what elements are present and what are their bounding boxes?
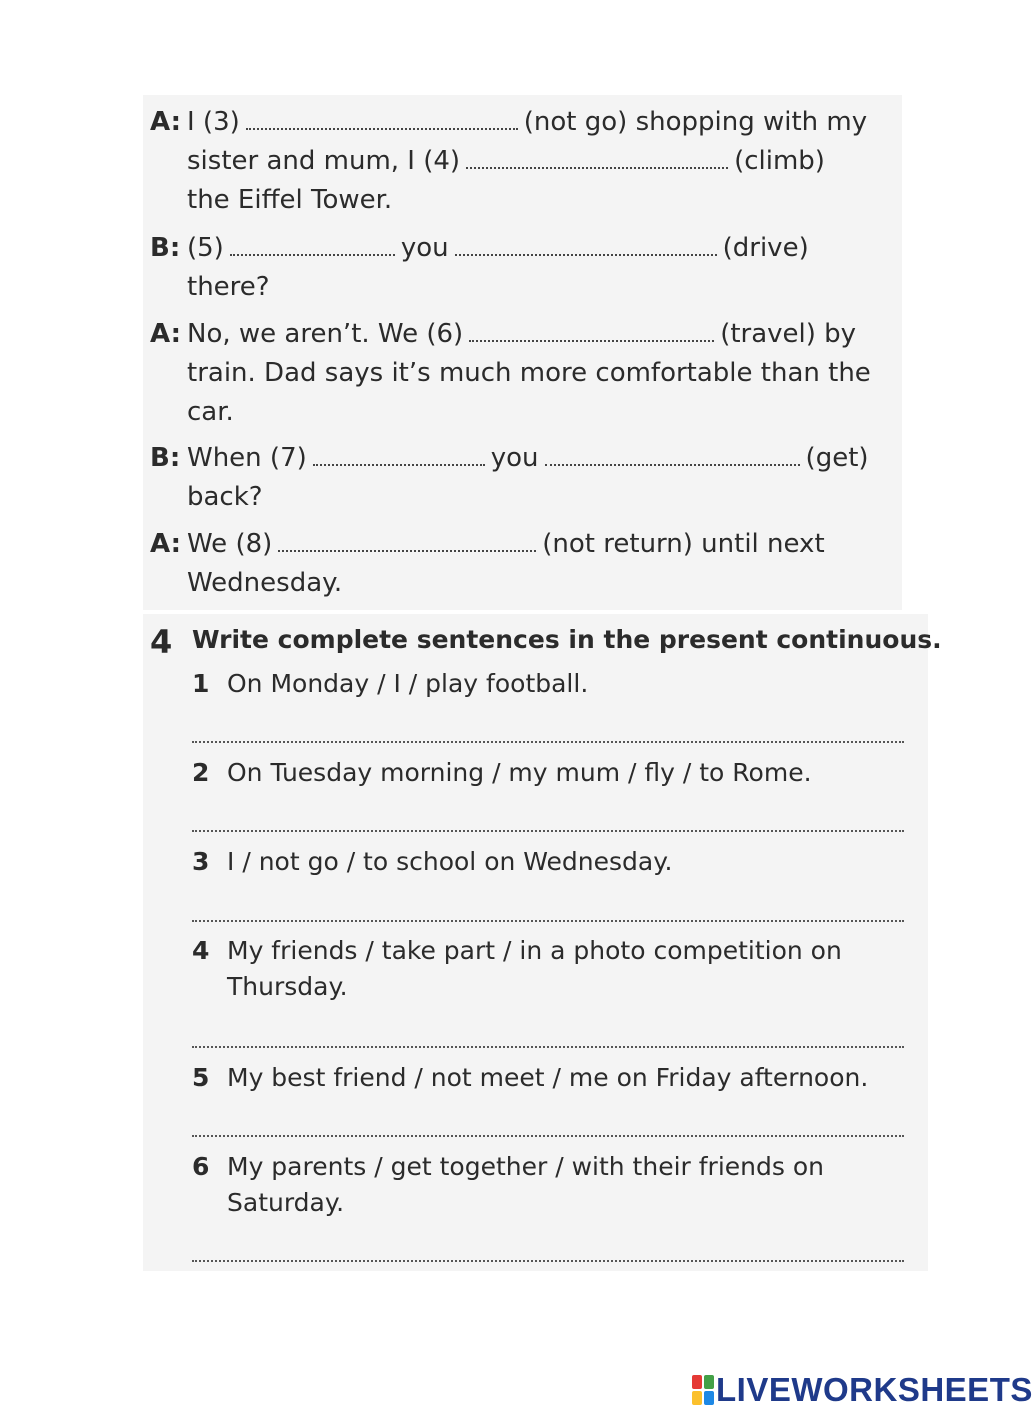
blank-5b-input[interactable] (455, 232, 717, 256)
dialogue-line (187, 229, 809, 267)
line-text: back? (187, 482, 263, 512)
line-text: train. Dad says it’s much more comfortable than the (187, 358, 871, 388)
blank-8-input[interactable] (278, 528, 536, 552)
item-number: 4 (192, 936, 210, 965)
line-text: We (8) (187, 529, 273, 559)
speaker-label: B: (150, 233, 181, 263)
dialogue-line (187, 181, 392, 219)
dialogue-line (187, 478, 263, 516)
answer-line-6[interactable] (192, 1260, 904, 1262)
speaker-label: A: (150, 107, 182, 137)
liveworksheets-logo-icon (692, 1375, 714, 1405)
speaker-label: B: (150, 443, 181, 473)
item-prompt: My parents / get together / with their friends on Saturday. (227, 1152, 824, 1217)
dialogue-line (187, 315, 856, 353)
blank-7a-input[interactable] (313, 442, 485, 466)
answer-line-1[interactable] (192, 741, 904, 743)
item-prompt: I / not go / to school on Wednesday. (227, 847, 673, 876)
dialogue-line (187, 268, 270, 306)
exercise-instruction: Write complete sentences in the present continuous. (192, 625, 942, 654)
dialogue-line (187, 393, 234, 431)
answer-line-2[interactable] (192, 830, 904, 832)
dialogue-turn-b2 (150, 439, 910, 519)
dialogue-turn-b1 (150, 229, 910, 309)
blank-3-input[interactable] (246, 106, 518, 130)
line-text: you (400, 233, 449, 263)
exercise-number: 4 (150, 623, 173, 661)
answer-line-3[interactable] (192, 920, 904, 922)
line-text: the Eiffel Tower. (187, 185, 393, 215)
speaker-label: A: (150, 319, 182, 349)
liveworksheets-logo (692, 1370, 1033, 1410)
item-number: 3 (192, 847, 210, 876)
dialogue-line (187, 525, 825, 563)
blank-5a-input[interactable] (230, 232, 395, 256)
line-text: you (490, 443, 539, 473)
line-text: (5) (187, 233, 224, 263)
dialogue-turn-a3 (150, 525, 910, 605)
dialogue-line (187, 439, 869, 477)
line-text: (not return) until next (542, 529, 825, 559)
line-text: sister and mum, I (4) (187, 146, 461, 176)
logo-text: LIVEWORKSHEETS (716, 1371, 1033, 1408)
line-text: Wednesday. (187, 568, 343, 598)
line-text: (climb) (734, 146, 825, 176)
dialogue-line (187, 564, 342, 602)
line-text: When (7) (187, 443, 307, 473)
line-text: (get) (805, 443, 869, 473)
blank-7b-input[interactable] (545, 442, 800, 466)
answer-line-5[interactable] (192, 1135, 904, 1137)
line-text: I (3) (187, 107, 240, 137)
item-prompt: My friends / take part / in a photo competition on Thursday. (227, 936, 842, 1001)
line-text: there? (187, 272, 270, 302)
blank-4-input[interactable] (466, 145, 728, 169)
item-number: 5 (192, 1063, 210, 1092)
item-prompt: On Monday / I / play football. (227, 669, 589, 698)
line-text: (drive) (722, 233, 809, 263)
line-text: No, we aren’t. We (6) (187, 319, 464, 349)
item-number: 6 (192, 1152, 210, 1181)
line-text: (not go) shopping with my (523, 107, 868, 137)
item-prompt: My best friend / not meet / me on Friday afternoon. (227, 1063, 869, 1092)
item-number: 1 (192, 669, 210, 698)
line-text: (travel) by (720, 319, 857, 349)
line-text: car. (187, 397, 234, 427)
speaker-label: A: (150, 529, 182, 559)
item-prompt: On Tuesday morning / my mum / fly / to Rome. (227, 758, 812, 787)
dialogue-line (187, 354, 871, 392)
item-number: 2 (192, 758, 210, 787)
dialogue-turn-a2 (150, 315, 910, 435)
dialogue-turn-a1 (150, 103, 910, 223)
dialogue-line (187, 142, 825, 180)
dialogue-line (187, 103, 867, 141)
answer-line-4[interactable] (192, 1046, 904, 1048)
blank-6-input[interactable] (469, 318, 714, 342)
